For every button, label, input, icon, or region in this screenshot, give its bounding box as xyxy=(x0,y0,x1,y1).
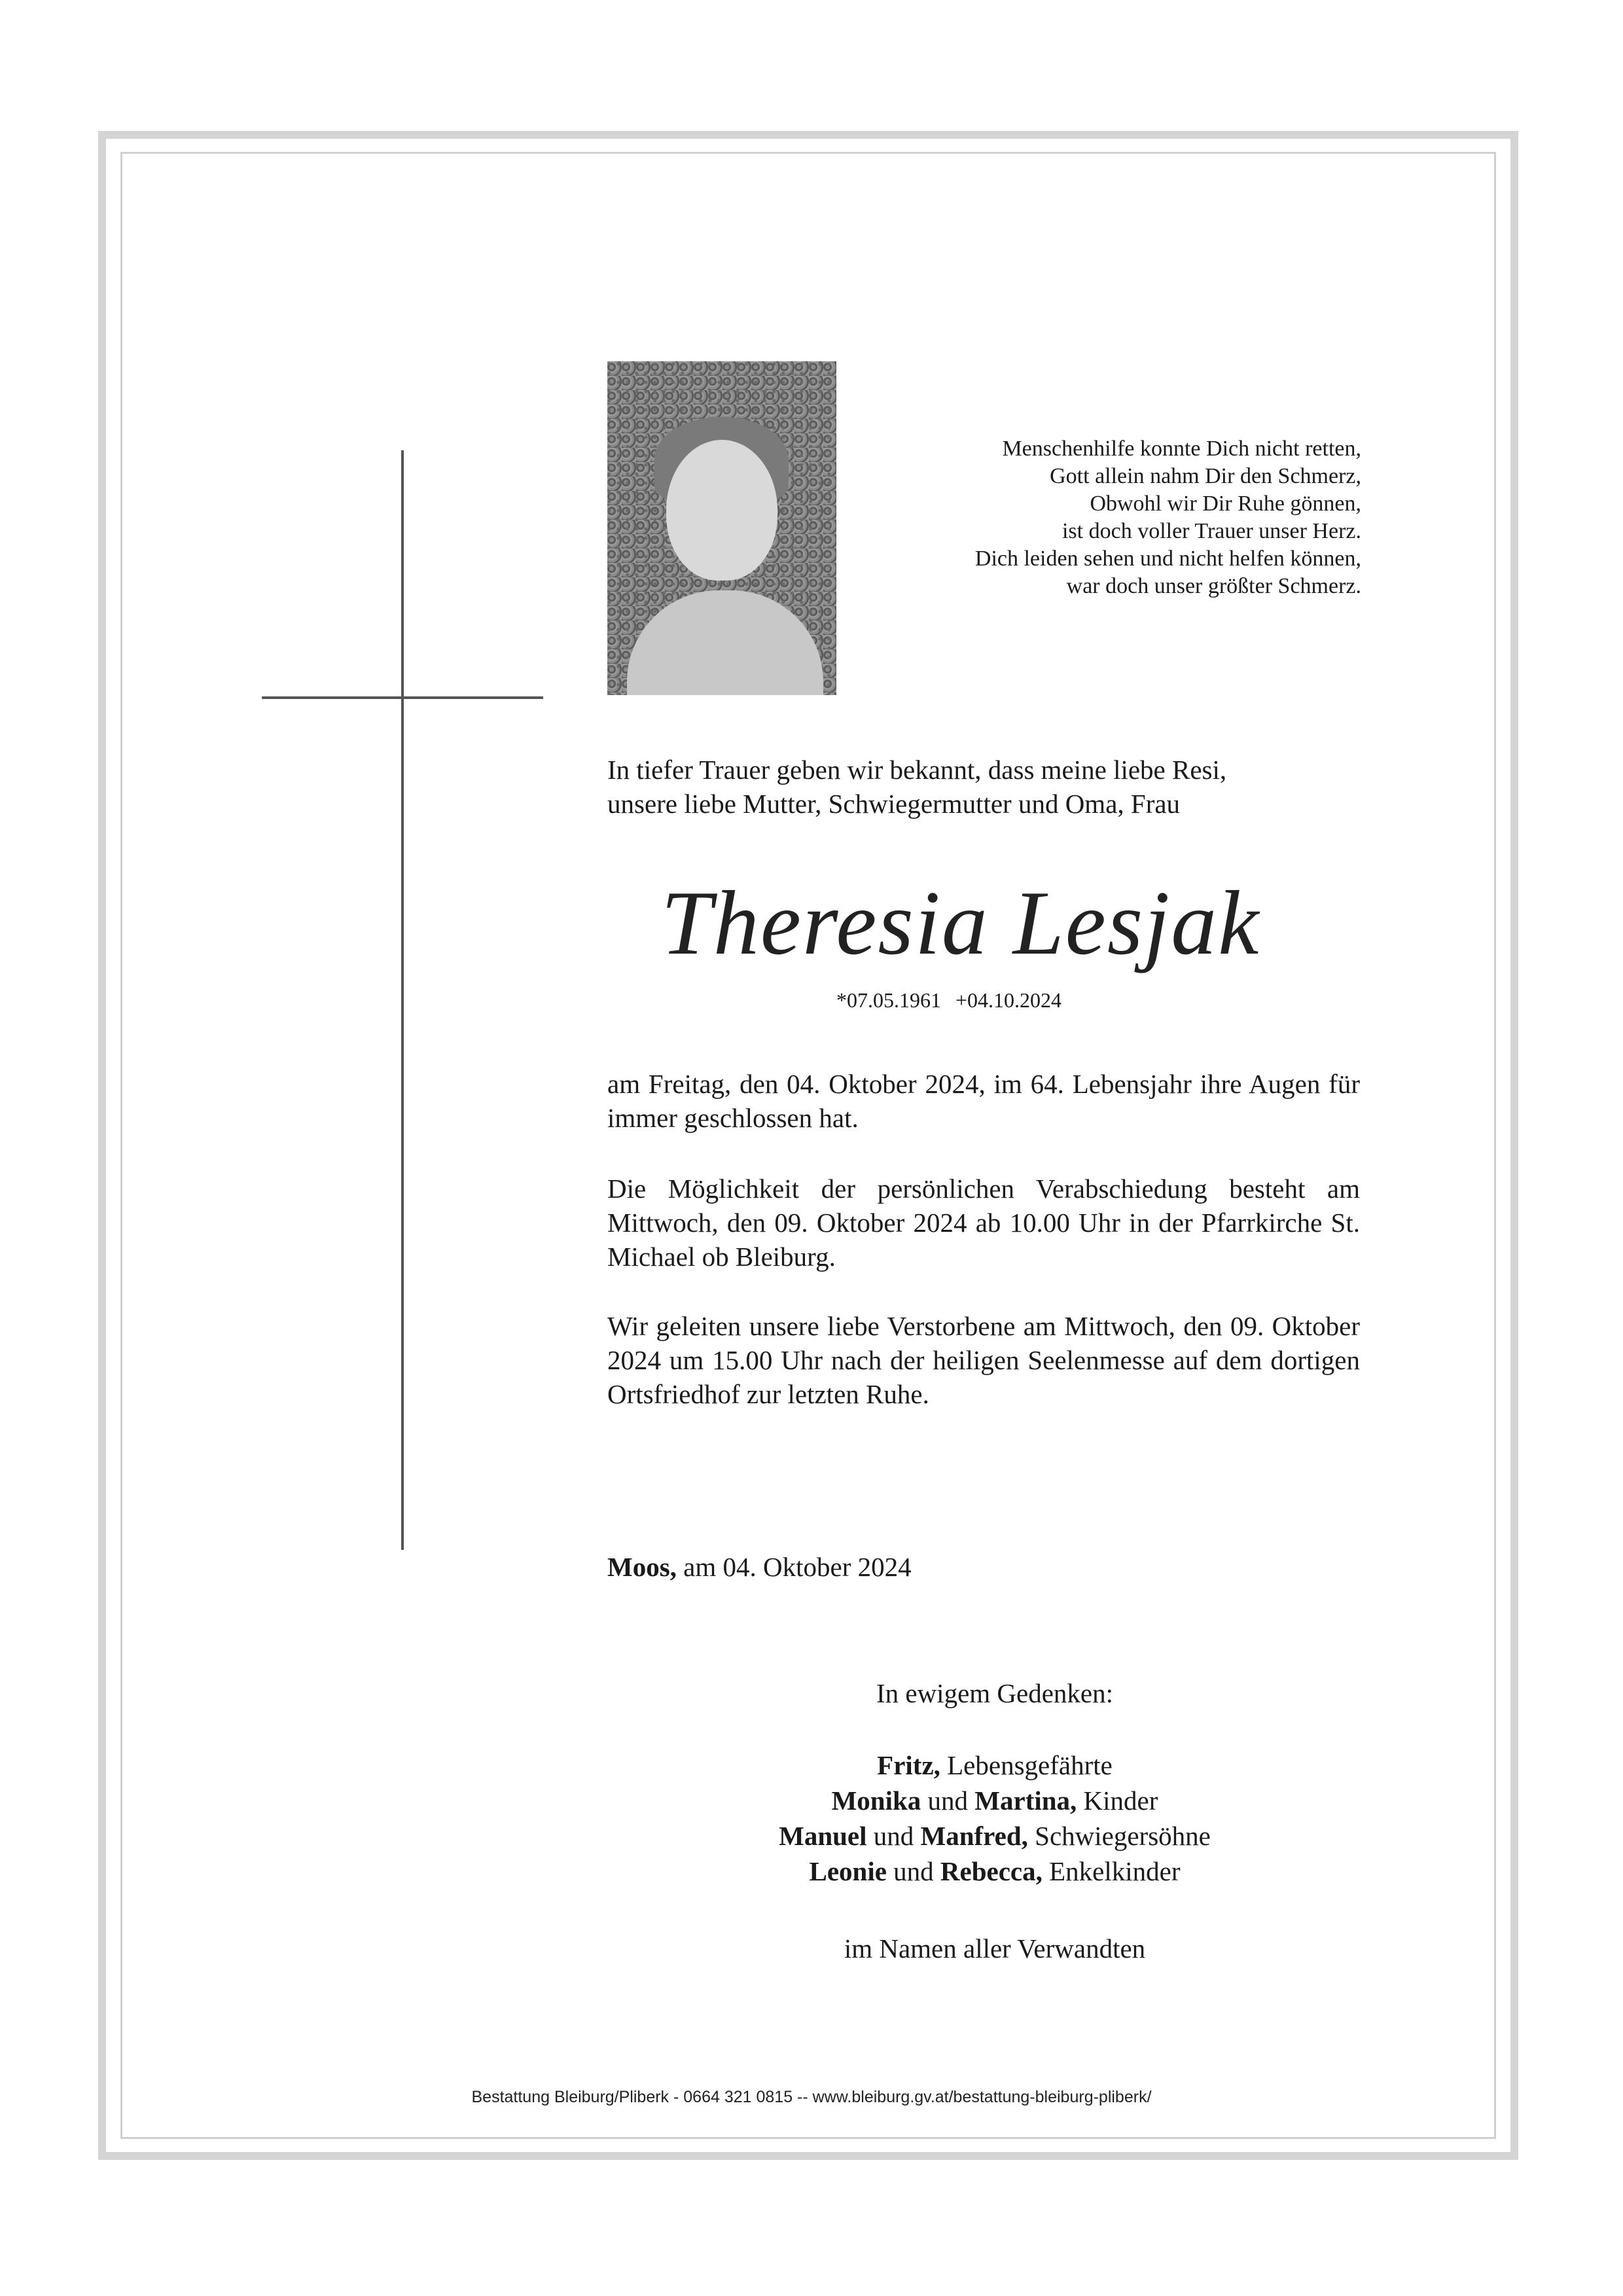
mourner-line xyxy=(628,1818,1361,1854)
intro-line: In tiefer Trauer geben wir bekannt, dass meine liebe Resi, xyxy=(607,755,1227,785)
poem-line: ist doch voller Trauer unser Herz. xyxy=(1061,519,1361,543)
mourner-relation: Enkelkinder xyxy=(1049,1856,1181,1886)
mourner-and: und xyxy=(893,1856,934,1886)
closing-line: im Namen aller Verwandten xyxy=(844,1933,1146,1964)
photo-face xyxy=(666,440,777,581)
mourner-line xyxy=(628,1748,1361,1783)
funeral-home-footer: Bestattung Bleiburg/Pliberk - 0664 321 0815 -- www.bleiburg.gv.at/bestattung-bleiburg-pliberk/ xyxy=(471,2088,1152,2106)
photo-shoulders xyxy=(627,590,823,695)
burial-paragraph: Wir geleiten unsere liebe Verstorbene am Mittwoch, den 09. Oktober 2024 um 15.00 Uhr nach der heiligen Seelenmesse auf dem dortigen Ortsfriedhof zur letzten Ruhe. xyxy=(607,1311,1360,1409)
poem-line: Dich leiden sehen und nicht helfen können, xyxy=(974,547,1361,571)
cross-horizontal-bar xyxy=(262,696,543,699)
mourner-line xyxy=(628,1854,1361,1889)
mourner-name: Rebecca, xyxy=(940,1856,1043,1886)
mourner-name: Martina, xyxy=(974,1785,1077,1816)
poem-line: war doch unser größter Schmerz. xyxy=(1066,574,1361,598)
birth-date: *07.05.1961 xyxy=(836,988,941,1012)
memorial-poem xyxy=(877,435,1361,600)
mourners-heading: In ewigem Gedenken: xyxy=(876,1678,1114,1708)
mourner-name: Monika xyxy=(831,1785,921,1816)
place-date: am 04. Oktober 2024 xyxy=(683,1552,912,1582)
mourner-name: Manfred, xyxy=(920,1821,1028,1851)
poem-line: Gott allein nahm Dir den Schmerz, xyxy=(1050,464,1361,488)
place-and-date xyxy=(607,1551,912,1583)
place-town: Moos, xyxy=(607,1552,677,1582)
mourner-line xyxy=(628,1783,1361,1818)
farewell-paragraph: Die Möglichkeit der persönlichen Verabschiedung besteht am Mittwoch, den 09. Oktober 2024 ab 10.00 Uhr in der Pfarrkirche St. Michael ob Bleiburg. xyxy=(607,1174,1360,1272)
cross-vertical-bar xyxy=(401,450,404,1550)
portrait-photo xyxy=(607,361,836,695)
mourner-name: Fritz, xyxy=(877,1750,940,1780)
death-paragraph: am Freitag, den 04. Oktober 2024, im 64. Lebensjahr ihre Augen für immer geschlossen hat. xyxy=(607,1069,1360,1133)
poem-line: Obwohl wir Dir Ruhe gönnen, xyxy=(1090,492,1361,516)
mourner-and: und xyxy=(873,1821,914,1851)
mourner-name: Manuel xyxy=(779,1821,867,1851)
death-date: +04.10.2024 xyxy=(955,988,1062,1012)
life-dates xyxy=(836,988,1061,1013)
mourner-relation: Kinder xyxy=(1083,1785,1158,1816)
mourner-relation: Schwiegersöhne xyxy=(1035,1821,1211,1851)
mourners-list xyxy=(628,1748,1361,1889)
mourner-relation: Lebensgefährte xyxy=(947,1750,1113,1780)
mourner-and: und xyxy=(927,1785,969,1816)
intro-line: unsere liebe Mutter, Schwiegermutter und Oma, Frau xyxy=(607,789,1181,819)
mourner-name: Leonie xyxy=(809,1856,887,1886)
poem-line: Menschenhilfe konnte Dich nicht retten, xyxy=(1002,437,1361,461)
deceased-name: Theresia Lesjak xyxy=(661,872,1260,974)
announcement-intro xyxy=(607,753,1360,821)
